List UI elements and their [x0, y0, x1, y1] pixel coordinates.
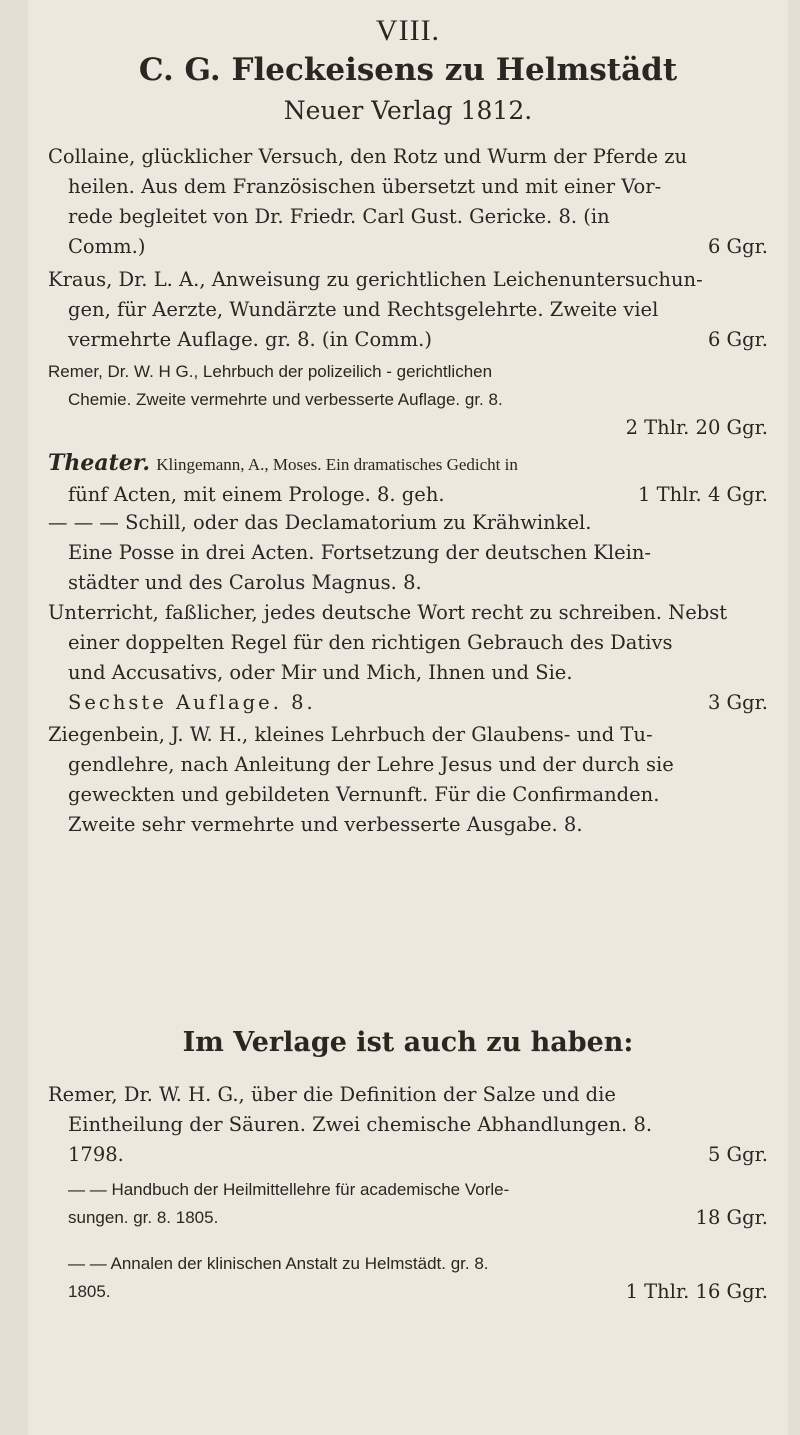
- entry-price: 6 Ggr.: [707, 328, 768, 351]
- entry-line: 1798.: [68, 1143, 124, 1166]
- entry-line: Klingemann, A., Moses. Ein dramatisches Gedicht in: [156, 455, 518, 474]
- entry-schill: [48, 508, 768, 598]
- entry-handbuch: [48, 1176, 768, 1232]
- entry-line: geweckten und gebildeten Vernunft. Für die Confirmanden.: [68, 783, 660, 806]
- entry-line: Zweite sehr vermehrte und verbesserte Ausgabe. 8.: [68, 813, 583, 836]
- entry-line: sungen. gr. 8. 1805.: [68, 1208, 219, 1227]
- entry-line: Unterricht, faßlicher, jedes deutsche Wort recht zu schreiben. Nebst: [48, 601, 728, 624]
- entry-line: gen, für Aerzte, Wundärzte und Rechtsgelehrte. Zweite viel: [68, 298, 659, 321]
- entry-line: Comm.): [68, 235, 146, 258]
- entry-price: 1 Thlr. 4 Ggr.: [637, 483, 768, 506]
- entry-annalen: [48, 1250, 768, 1306]
- entry-price: 3 Ggr.: [707, 691, 768, 714]
- entry-collaine: [48, 142, 768, 262]
- entry-price: 2 Thlr. 20 Ggr.: [625, 416, 768, 439]
- entry-line: — — Handbuch der Heilmittellehre für academische Vorle-: [68, 1180, 510, 1199]
- entry-line: — — Annalen der klinischen Anstalt zu Helmstädt. gr. 8.: [68, 1254, 489, 1273]
- entry-klingemann-moses: [48, 448, 768, 510]
- entry-kraus: [48, 265, 768, 355]
- entry-line: Collaine, glücklicher Versuch, den Rotz und Wurm der Pferde zu: [48, 145, 688, 168]
- entry-line: Remer, Dr. W. H G., Lehrbuch der polizeilich - gerichtlichen: [48, 362, 493, 381]
- entry-ziegenbein: [48, 720, 768, 840]
- entry-line: vermehrte Auflage. gr. 8. (in Comm.): [68, 328, 432, 351]
- entry-line: Kraus, Dr. L. A., Anweisung zu gerichtlichen Leichenuntersuchun-: [48, 268, 703, 291]
- entry-line: rede begleitet von Dr. Friedr. Carl Gust. Gericke. 8. (in: [68, 205, 610, 228]
- entry-line: Chemie. Zweite vermehrte und verbesserte Auflage. gr. 8.: [68, 390, 503, 409]
- page-number: VIII.: [375, 14, 441, 47]
- entry-line: Eintheilung der Säuren. Zwei chemische Abhandlungen. 8.: [68, 1113, 653, 1136]
- entry-line: städter und des Carolus Magnus. 8.: [68, 571, 422, 594]
- entry-line: und Accusativs, oder Mir und Mich, Ihnen und Sie.: [68, 661, 573, 684]
- entry-line: — — — Schill, oder das Declamatorium zu Krähwinkel.: [48, 511, 592, 534]
- entry-price: 18 Ggr.: [695, 1206, 768, 1229]
- entry-line: Remer, Dr. W. H. G., über die Definition der Salze und die: [48, 1083, 616, 1106]
- section-heading-theater: Theater.: [48, 450, 151, 476]
- entry-price: 1 Thlr. 16 Ggr.: [625, 1280, 768, 1303]
- entry-line: fünf Acten, mit einem Prologe. 8. geh.: [68, 483, 445, 506]
- page: [28, 0, 788, 1435]
- entry-line: heilen. Aus dem Französischen übersetzt und mit einer Vor-: [68, 175, 662, 198]
- entry-remer-definition: [48, 1080, 768, 1170]
- entry-price: 6 Ggr.: [707, 235, 768, 258]
- entry-line: 1805.: [68, 1282, 111, 1301]
- publisher-title: C. G. Fleckeisens zu Helmstädt: [138, 52, 678, 88]
- entry-line: gendlehre, nach Anleitung der Lehre Jesus und der durch sie: [68, 753, 674, 776]
- section-heading-also-available: Im Verlage ist auch zu haben:: [182, 1027, 634, 1058]
- entry-price: 5 Ggr.: [707, 1143, 768, 1166]
- entry-line: Sechste Auflage. 8.: [68, 691, 316, 714]
- entry-remer-lehrbuch: [48, 358, 768, 443]
- entry-line: einer doppelten Regel für den richtigen Gebrauch des Dativs: [68, 631, 673, 654]
- entry-unterricht: [48, 598, 768, 718]
- entry-line: Ziegenbein, J. W. H., kleines Lehrbuch der Glaubens- und Tu-: [48, 723, 653, 746]
- publisher-subtitle: Neuer Verlag 1812.: [283, 96, 533, 125]
- entry-line: Eine Posse in drei Acten. Fortsetzung der deutschen Klein-: [68, 541, 651, 564]
